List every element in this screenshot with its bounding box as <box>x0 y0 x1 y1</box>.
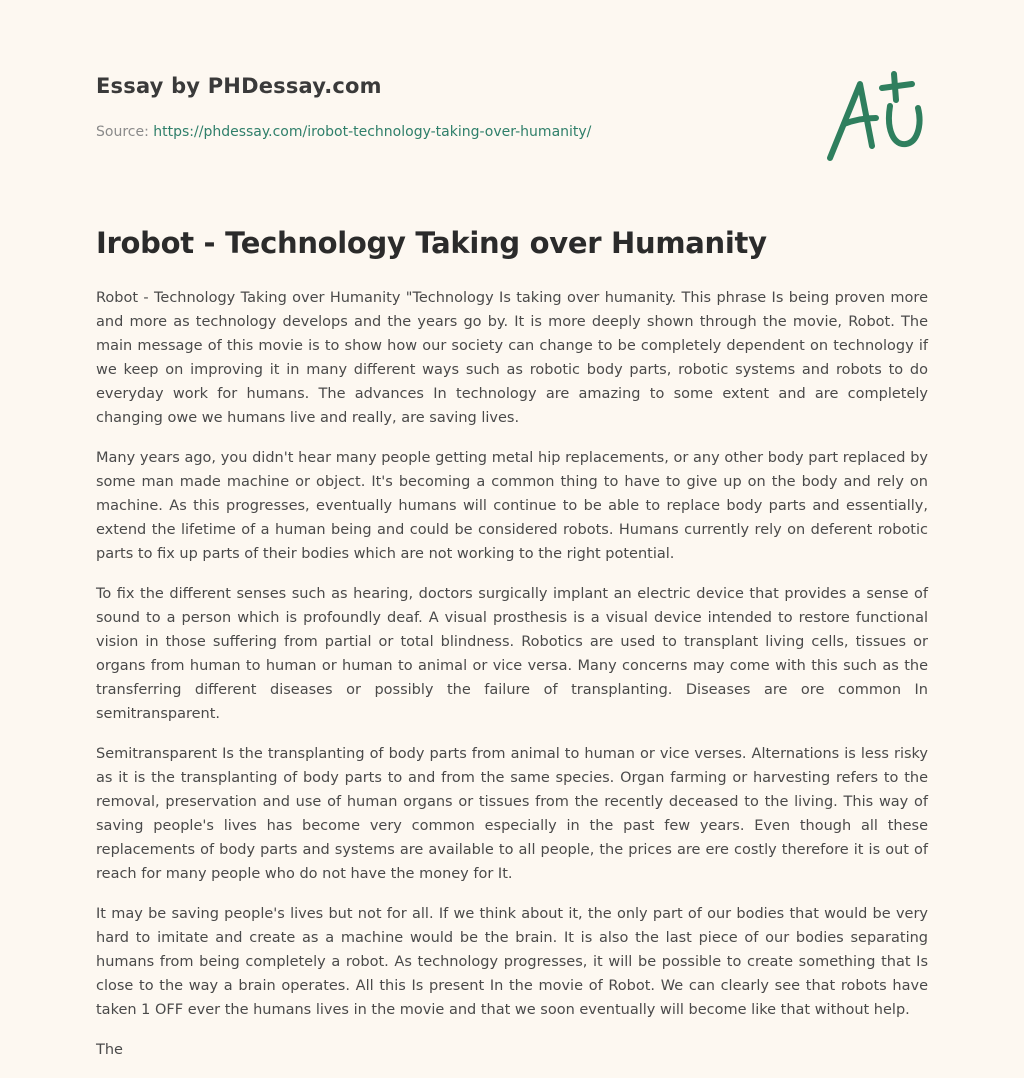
essay-body <box>96 286 928 1078</box>
essay-paragraph: Semitransparent Is the transplanting of body parts from animal to human or vice verses. Alternations is less risky as it is the transplanting of body parts to and from the same species. Organ farming or harvesting refers to the removal, preservation and use of human organs or tissues from the recently deceased to the living. This way of saving people's lives has become very common especially in the past few years. Even though all these replacements of body parts and systems are available to all people, the prices are ere costly therefore it is out of reach for many people who do not have the money for It. <box>96 746 928 882</box>
essay-paragraph: To fix the different senses such as hearing, doctors surgically implant an electric device that provides a sense of sound to a person which is profoundly deaf. A visual prosthesis is a visual device intended to restore functional vision in those suffering from partial or total blindness. Robotics are used to transplant living cells, tissues or organs from human to human or human to animal or vice versa. Many concerns may come with this such as the transferring different diseases or possibly the failure of transplanting. Diseases are ore common In semitransparent. <box>96 586 928 722</box>
essay-paragraph: Many years ago, you didn't hear many people getting metal hip replacements, or any other body part replaced by some man made machine or object. It's becoming a common thing to have to give up on the body and rely on machine. As this progresses, eventually humans will continue to be able to replace body parts and essentially, extend the lifetime of a human being and could be considered robots. Humans currently rely on deferent robotic parts to fix up parts of their bodies which are not working to the right potential. <box>96 450 928 562</box>
essay-paragraph: Robot - Technology Taking over Humanity "Technology Is taking over humanity. This phrase Is being proven more and more as technology develops and the years go by. It is more deeply shown through the movie, Robot. The main message of this movie is to show how our society can change to be completely dependent on technology if we keep on improving it in many different ways such as robotic body parts, robotic systems and robots to do everyday work for humans. The advances In technology are amazing to some extent and are completely changing owe we humans live and really, are saving lives. <box>96 290 928 426</box>
essay-paragraph: It may be saving people's lives but not for all. If we think about it, the only part of our bodies that would be very hard to imitate and create as a machine would be the brain. It is also the last piece of our bodies separating humans from being completely a robot. As technology progresses, it will be possible to create something that Is close to the way a brain operates. All this Is present In the movie of Robot. We can clearly see that robots have taken 1 OFF ever the humans lives in the movie and that we soon eventually will become like that without help. <box>96 906 928 1018</box>
source-label: Source: <box>96 124 149 140</box>
page-header <box>96 74 796 140</box>
a-plus-grade-logo-icon <box>820 66 930 166</box>
site-brand: Essay by PHDessay.com <box>96 74 382 98</box>
essay-paragraph-fragment: The <box>96 1042 123 1058</box>
source-link[interactable]: https://phdessay.com/irobot-technology-taking-over-humanity/ <box>153 124 592 140</box>
source-line <box>96 124 591 140</box>
essay-title: Irobot - Technology Taking over Humanity <box>96 226 767 260</box>
